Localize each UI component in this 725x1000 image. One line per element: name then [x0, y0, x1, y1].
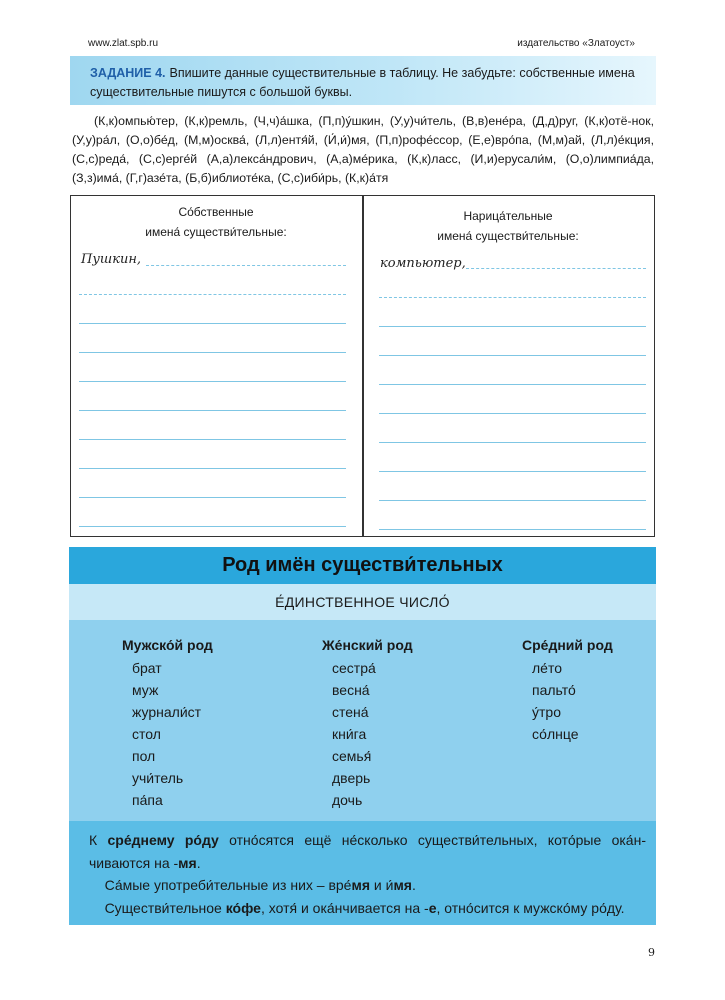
note-text: отно́сятся ещё не́сколько существи́тельных, кото́рые ока́н-чиваются на - — [89, 832, 646, 871]
gender-columns — [69, 620, 656, 821]
word-list: (К,к)омпью́тер, (К,к)ремль, (Ч,ч)а́шка, (П,п)у́шкин, (У,у)чи́тель, (В,в)ене́ра, (Д,д)руг, (К,к)отё-нок, (У,у)ра́л, (О,о)бе́д, (М,м)осква́, (Л,л)ентя́й, (И́,и́)мя, (П,п)рофе́ссор, (Е,е)вро́па, (М,м)ай, (Л,л)е́кция, (С,с)реда́, (С,с)ерге́й (А,а)лекса́ндрович, (А,а)ме́рика, (К,к)ласс, (И,и)ерусали́м, (О,о)лимпиа́да, (З,з)има́, (Г,г)азе́та, (Б,б)иблиоте́ка, (С,с)иби́рь, (К,к)а́тя — [72, 114, 654, 185]
answer-line[interactable] — [79, 439, 346, 440]
common-example: компьютер, — [380, 256, 466, 271]
list-item: журнали́ст — [132, 704, 202, 720]
proper-heading-line2: имена́ существи́тельные: — [145, 225, 287, 239]
note-text: . — [411, 877, 416, 893]
answer-line[interactable] — [379, 384, 646, 385]
answer-line[interactable] — [79, 294, 346, 295]
list-item: ле́то — [532, 660, 562, 676]
answer-line[interactable] — [79, 468, 346, 469]
neuter-heading: Сре́дний род — [522, 637, 613, 653]
answer-line[interactable] — [79, 410, 346, 411]
list-item: кни́га — [332, 726, 367, 742]
note-paragraph-1 — [89, 829, 646, 874]
masculine-heading: Мужско́й род — [122, 637, 213, 653]
list-item: дверь — [332, 770, 371, 786]
note-bold: е — [428, 899, 437, 916]
list-item: семья́ — [332, 748, 372, 764]
gender-section — [69, 547, 656, 925]
note-text: , отно́сится к мужско́му ро́ду. — [436, 899, 625, 916]
answer-line[interactable] — [379, 413, 646, 414]
answer-line[interactable] — [79, 323, 346, 324]
answer-line[interactable] — [79, 497, 346, 498]
publisher-name: издательство «Златоуст» — [517, 38, 635, 49]
note-bold: мя — [393, 877, 412, 893]
list-item: брат — [132, 660, 162, 676]
feminine-heading: Же́нский род — [322, 637, 413, 653]
singular-subtitle: Е́ДИНСТВЕННОЕ ЧИСЛО́ — [69, 584, 656, 620]
common-nouns-heading — [363, 206, 653, 246]
note-bold: ко́фе — [225, 899, 261, 916]
common-heading-line2: имена́ существи́тельные: — [437, 229, 579, 243]
answer-line[interactable] — [79, 526, 346, 527]
proper-example: Пушкин, — [81, 252, 142, 267]
task-text-1: Впишите данные существительные в таблицу. Не забудьте: собственные имена — [169, 66, 635, 80]
note-bold: мя — [351, 877, 371, 893]
task-text-2: существительные пишутся с большой буквы. — [90, 85, 353, 99]
list-item: сестра́ — [332, 660, 376, 676]
note-paragraph-3 — [89, 897, 646, 920]
answer-line[interactable] — [466, 268, 646, 269]
proper-nouns-heading — [71, 202, 361, 242]
task-label: ЗАДАНИЕ 4. — [90, 66, 166, 80]
list-item: муж — [132, 682, 159, 698]
common-heading-line1: Нарица́тельные — [463, 209, 553, 223]
list-item: дочь — [332, 792, 363, 808]
neuter-note — [69, 821, 656, 925]
answer-line[interactable] — [379, 297, 646, 298]
note-text: К — [89, 832, 108, 848]
list-item: у́тро — [532, 704, 561, 720]
note-text: , хотя́ и ока́нчивается на - — [260, 899, 429, 916]
list-item: учи́тель — [132, 770, 184, 786]
answer-table — [70, 195, 655, 537]
answer-line[interactable] — [379, 355, 646, 356]
list-item: стена́ — [332, 704, 369, 720]
answer-line[interactable] — [379, 471, 646, 472]
list-item: пол — [132, 748, 156, 764]
list-item: стол — [132, 726, 161, 742]
list-item: па́па — [132, 792, 163, 808]
site-url: www.zlat.spb.ru — [88, 38, 159, 49]
note-text: . — [196, 854, 201, 871]
answer-line[interactable] — [146, 265, 346, 266]
list-item: весна́ — [332, 682, 370, 698]
note-text: и и́ — [370, 877, 394, 893]
neuter-column — [522, 637, 613, 745]
list-item: пальто́ — [532, 682, 576, 698]
task-box — [70, 56, 656, 105]
answer-line[interactable] — [379, 326, 646, 327]
list-item: со́лнце — [532, 726, 579, 742]
proper-heading-line1: Со́бственные — [178, 205, 254, 219]
masculine-column — [122, 637, 213, 811]
note-bold: мя — [178, 854, 197, 871]
gender-title: Род имён существи́тельных — [69, 547, 656, 584]
note-bold: сре́днему ро́ду — [107, 832, 219, 848]
table-divider — [362, 196, 364, 536]
page-number: 9 — [648, 946, 655, 959]
note-text: Са́мые употреби́тельные из них – вре́ — [104, 877, 352, 893]
note-paragraph-2 — [89, 874, 646, 897]
answer-line[interactable] — [379, 442, 646, 443]
answer-line[interactable] — [79, 381, 346, 382]
answer-line[interactable] — [379, 500, 646, 501]
answer-line[interactable] — [379, 529, 646, 530]
answer-line[interactable] — [79, 352, 346, 353]
note-text: Существи́тельное — [104, 899, 226, 916]
feminine-column — [322, 637, 413, 811]
